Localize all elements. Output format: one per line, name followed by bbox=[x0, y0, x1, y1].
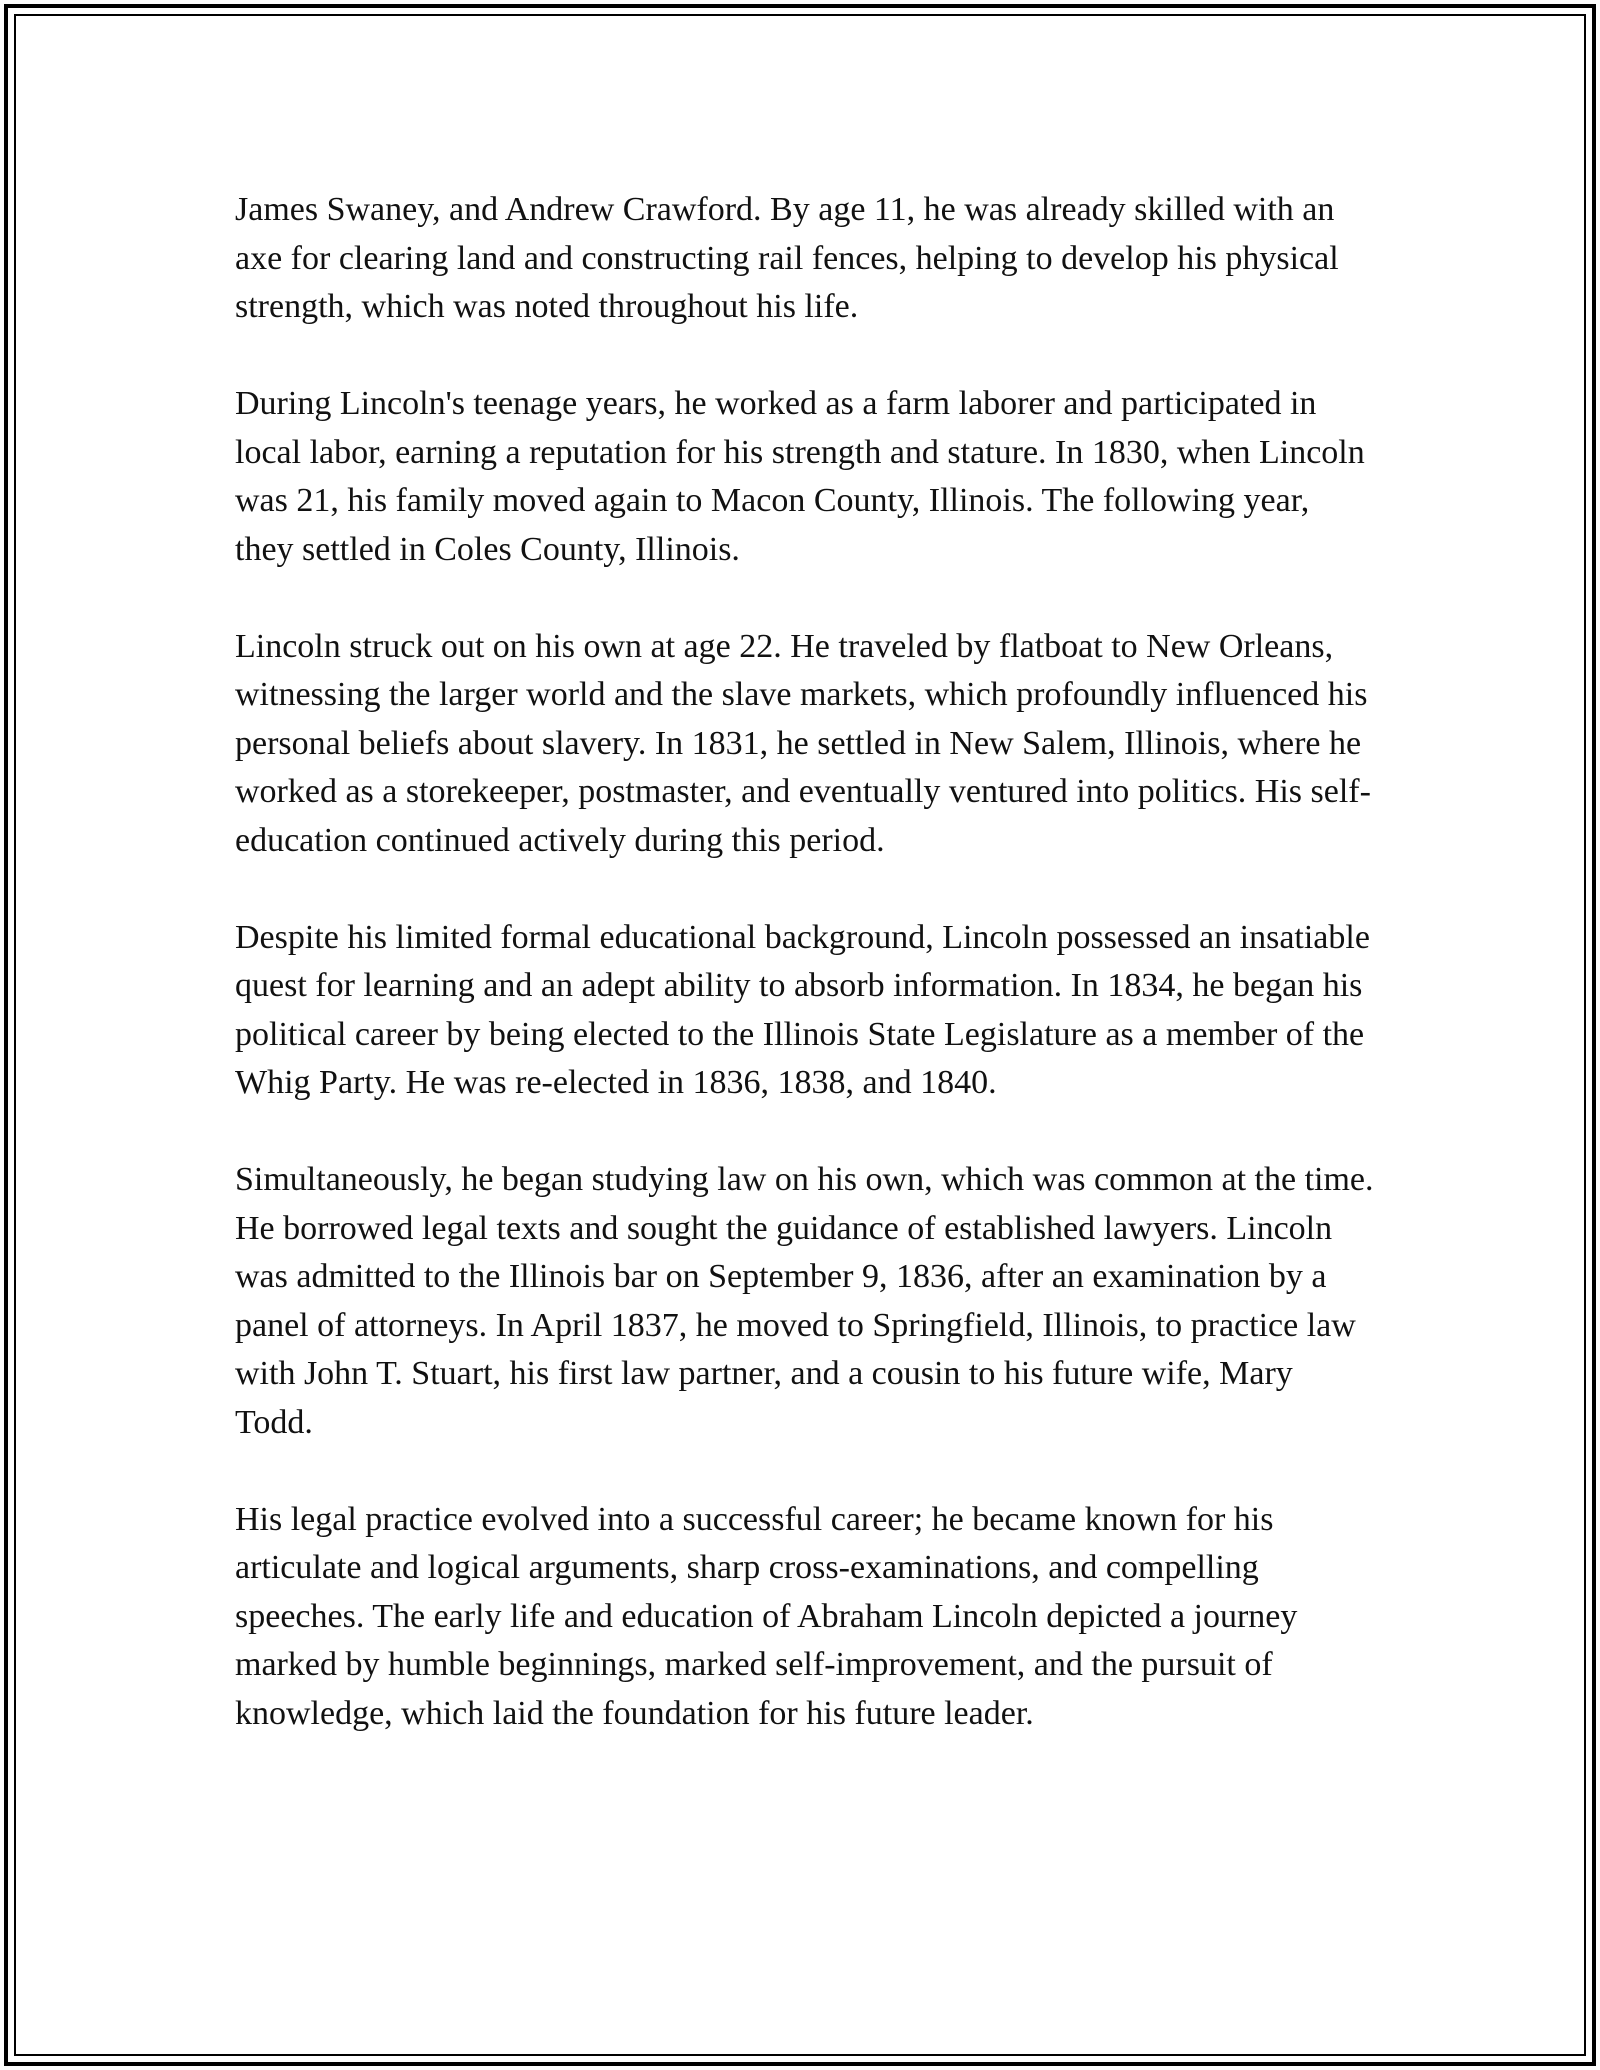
paragraph: Despite his limited formal educational background, Lincoln possessed an insatiable quest for learning and an adept ability to absorb information. In 1834, he began his political career by being elected to the Illinois State Legislature as a member of the Whig Party. He was re-elected in 1836, 1838, and 1840. bbox=[235, 918, 1370, 1101]
document-body bbox=[235, 186, 1375, 1787]
paragraph: Lincoln struck out on his own at age 22. He traveled by flatboat to New Orleans, witnessing the larger world and the slave markets, which profoundly influenced his personal beliefs about slavery. In 1831, he settled in New Salem, Illinois, where he worked as a storekeeper, postmaster, and eventually ventured into politics. His self-education continued actively during this period. bbox=[235, 627, 1371, 859]
paragraph: Simultaneously, he began studying law on his own, which was common at the time. He borrowed legal texts and sought the guidance of established lawyers. Lincoln was admitted to the Illinois bar on September 9, 1836, after an examination by a panel of attorneys. In April 1837, he moved to Springfield, Illinois, to practice law with John T. Stuart, his first law partner, and a cousin to his future wife, Mary Todd. bbox=[235, 1161, 1374, 1441]
paragraph: James Swaney, and Andrew Crawford. By age 11, he was already skilled with an axe for clearing land and constructing rail fences, helping to develop his physical strength, which was noted throughout his life. bbox=[235, 191, 1339, 325]
paragraph: During Lincoln's teenage years, he worked as a farm laborer and participated in local labor, earning a reputation for his strength and stature. In 1830, when Lincoln was 21, his family moved again to Macon County, Illinois. The following year, they settled in Coles County, Illinois. bbox=[235, 385, 1365, 568]
paragraph: His legal practice evolved into a successful career; he became known for his articulate and logical arguments, sharp cross-examinations, and compelling speeches. The early life and education of Abraham Lincoln depicted a journey marked by humble beginnings, marked self-improvement, and the pursuit of knowledge, which laid the foundation for his future leader. bbox=[235, 1500, 1298, 1732]
